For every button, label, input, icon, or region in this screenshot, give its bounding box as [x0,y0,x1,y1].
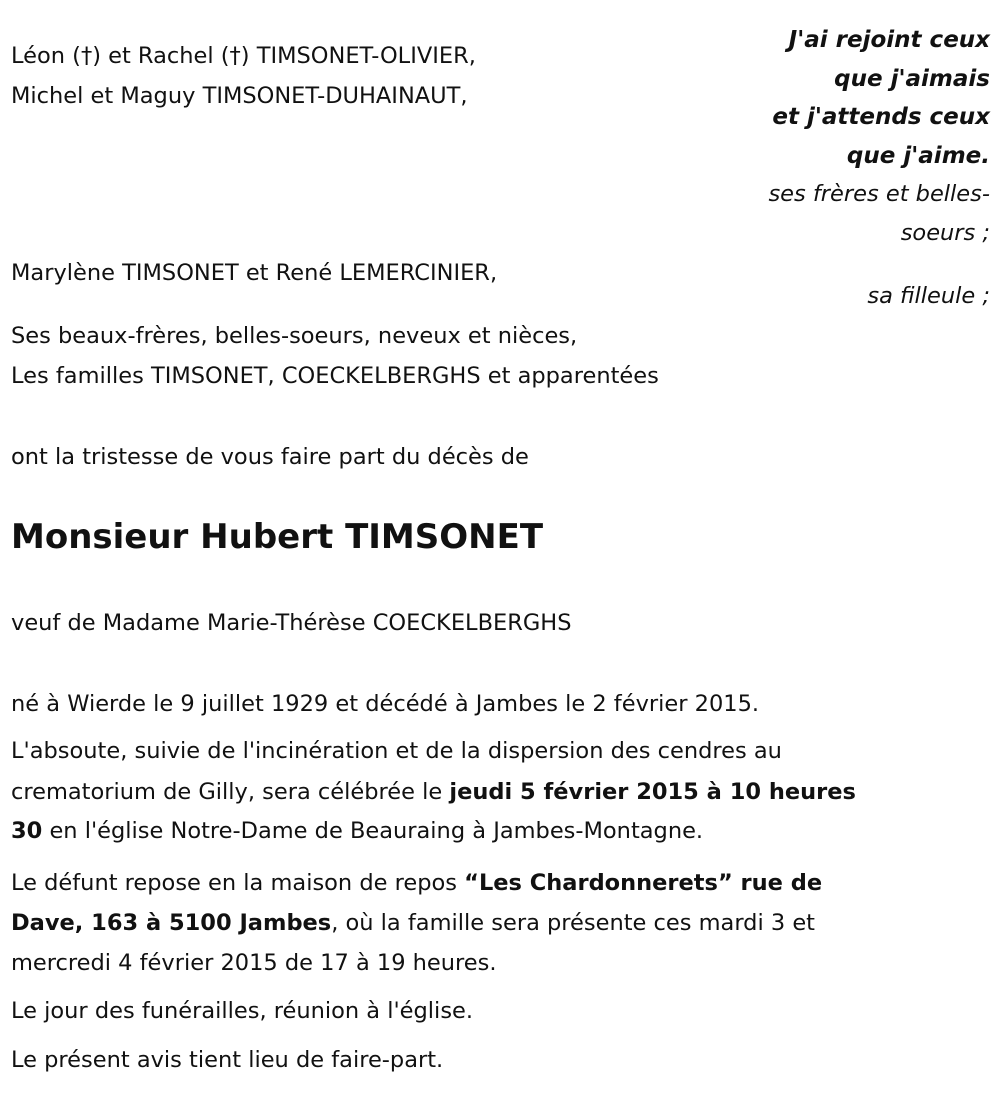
announcement: ont la tristesse de vous faire part du décès de [11,444,529,470]
notice: Le présent avis tient lieu de faire-part. [11,1047,444,1073]
rest-line-3: mercredi 4 février 2015 de 17 à 19 heures. [11,950,497,976]
relation-siblings-1: ses frères et belles- [768,181,990,207]
quote-line-4: que j'aime. [846,143,990,169]
widower-of: veuf de Madame Marie-Thérèse COECKELBERGHS [11,610,572,636]
rest-text: Le défunt repose en la maison de repos [11,870,465,896]
ceremony-line-3 [11,817,703,845]
ceremony-location: en l'église Notre-Dame de Beauraing à Jambes-Montagne. [42,818,704,844]
ceremony-text: crematorium de Gilly, sera célébrée le [11,779,450,805]
family-line-5: Les familles TIMSONET, COECKELBERGHS et apparentées [11,363,659,389]
birth-death: né à Wierde le 9 juillet 1929 et décédé à Jambes le 2 février 2015. [11,691,760,717]
family-line-2: Michel et Maguy TIMSONET-DUHAINAUT, [11,83,468,109]
rest-line-2 [11,909,815,937]
relation-siblings-2: soeurs ; [900,220,990,246]
deceased-name: Monsieur Hubert TIMSONET [11,517,544,557]
quote-line-3: et j'attends ceux [772,104,990,130]
funeral-day: Le jour des funérailles, réunion à l'église. [11,998,474,1024]
rest-presence: , où la famille sera présente ces mardi 3 et [331,910,815,936]
ceremony-line-2 [11,778,856,806]
family-line-1: Léon (†) et Rachel (†) TIMSONET-OLIVIER, [11,43,476,69]
quote-line-2: que j'aimais [834,66,990,92]
rest-line-1 [11,869,822,897]
ceremony-date-end: 30 [11,818,43,844]
rest-home-address: Dave, 163 à 5100 Jambes [11,910,332,936]
ceremony-date: jeudi 5 février 2015 à 10 heures [449,779,856,805]
quote-line-1: J'ai rejoint ceux [788,27,990,53]
rest-home-name: “Les Chardonnerets” rue de [464,870,823,896]
ceremony-line-1: L'absoute, suivie de l'incinération et de la dispersion des cendres au [11,738,782,764]
family-line-4: Ses beaux-frères, belles-soeurs, neveux et nièces, [11,323,578,349]
family-line-3: Marylène TIMSONET et René LEMERCINIER, [11,260,498,286]
relation-goddaughter: sa filleule ; [867,283,990,309]
